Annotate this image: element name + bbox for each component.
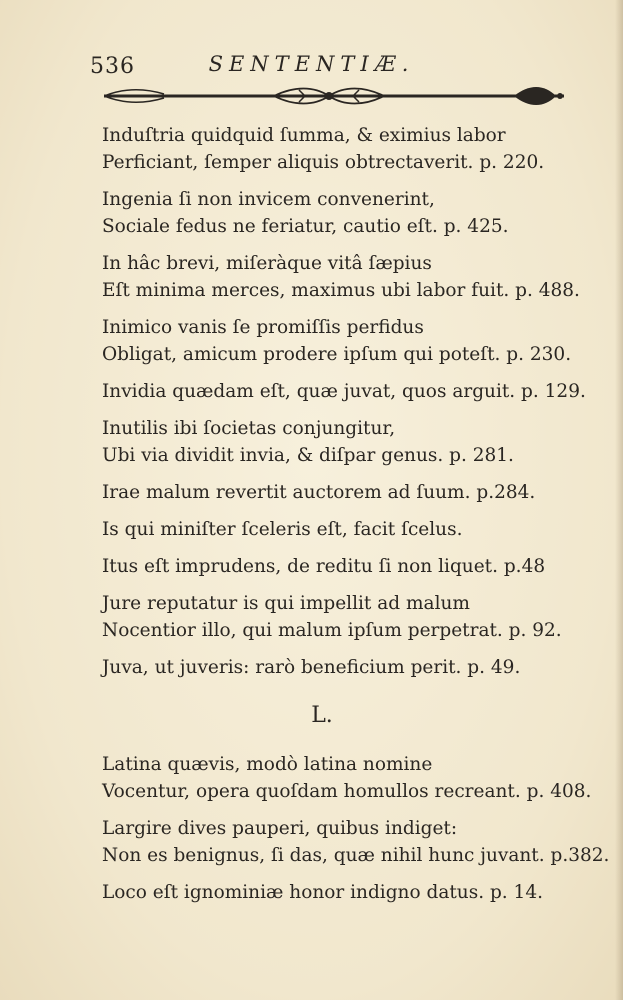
entry-juva [102, 654, 592, 681]
entry-line: Induſtria quidquid ſumma, & eximius labor [102, 125, 506, 146]
entry-line: Nocentior illo, qui malum ipſum perpetrat. p. 92. [102, 620, 562, 641]
entry-line: Irae malum revertit auctorem ad ſuum. p.284. [102, 482, 536, 503]
entry-line: Perficiant, ſemper aliquis obtrectaverit. p. 220. [102, 152, 545, 173]
entry-inutilis [102, 415, 592, 469]
entry-irae [102, 479, 592, 506]
page-header [0, 50, 623, 80]
entry-line: Loco eſt ignominiæ honor indigno datus. p. 14. [102, 882, 543, 903]
entry-line: Sociale fedus ne feriatur, cautio eſt. p. 425. [102, 216, 509, 237]
entry-line: Eſt minima merces, maximus ubi labor fuit. p. 488. [102, 280, 580, 301]
entry-line: Juva, ut juveris: rarò beneficium perit. p. 49. [102, 657, 521, 678]
entry-line: Non es benignus, ſi das, quæ nihil hunc juvant. p.382. [102, 845, 610, 866]
entry-latina [102, 751, 592, 805]
entry-loco [102, 879, 592, 906]
entry-line: Itus eſt imprudens, de reditu ſi non liquet. p.48 [102, 556, 546, 577]
entry-line: Ingenia ſi non invicem convenerint, [102, 189, 435, 210]
entry-line: Largire dives pauperi, quibus indiget: [102, 818, 458, 839]
entry-itus [102, 553, 592, 580]
entry-in-hac-brevi [102, 250, 592, 304]
entry-line: Invidia quædam eſt, quæ juvat, quos arguit. p. 129. [102, 381, 586, 402]
entry-ingenia [102, 186, 592, 240]
entry-jure [102, 590, 592, 644]
section-heading-l: L. [311, 703, 333, 728]
entry-invidia [102, 378, 592, 405]
ornamental-rule-icon [104, 84, 564, 108]
page-binding-shadow [615, 0, 623, 1000]
entry-line: Obligat, amicum prodere ipſum qui poteſt. p. 230. [102, 344, 572, 365]
entry-industria [102, 122, 592, 176]
entry-line: Vocentur, opera quoſdam homullos recreant. p. 408. [102, 781, 592, 802]
sententiae-list [102, 122, 610, 916]
entry-inimico [102, 314, 592, 368]
entry-line: Inutilis ibi ſocietas conjungitur, [102, 418, 396, 439]
running-head: SENTENTIÆ. [208, 52, 415, 76]
entry-line: Inimico vanis ſe promiſſis perfidus [102, 317, 424, 338]
entry-line: In hâc brevi, miſeràque vitâ ſæpius [102, 253, 432, 274]
entry-line: Is qui miniſter ſceleris eſt, facit ſcelus. [102, 519, 463, 540]
entry-is-qui [102, 516, 592, 543]
page-number: 536 [90, 54, 135, 79]
entry-largire [102, 815, 610, 869]
entry-line: Latina quævis, modò latina nomine [102, 754, 433, 775]
entry-line: Ubi via dividit invia, & diſpar genus. p. 281. [102, 445, 514, 466]
entry-line: Jure reputatur is qui impellit ad malum [102, 593, 470, 614]
